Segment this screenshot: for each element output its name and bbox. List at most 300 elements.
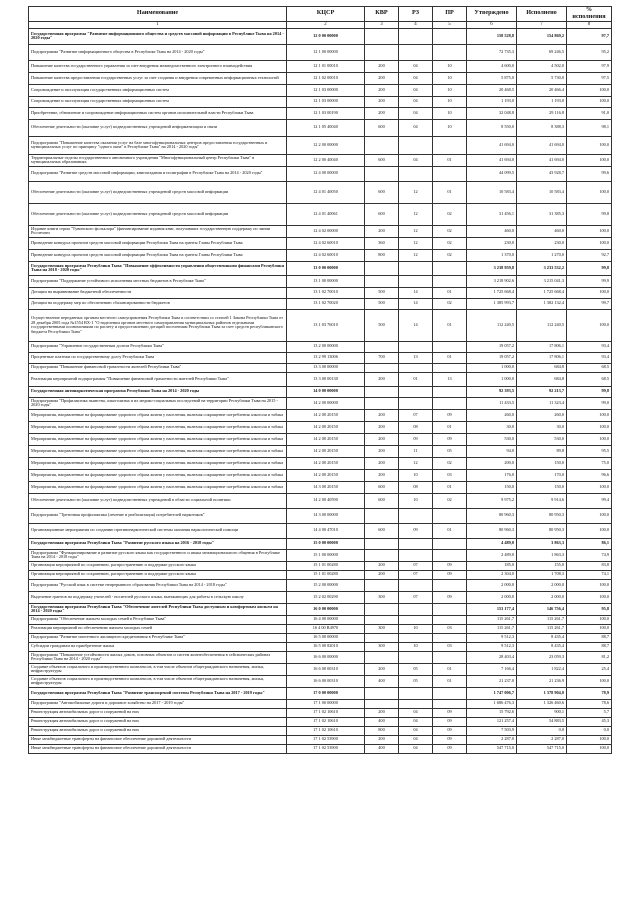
cell-name: Обеспечение деятельности (оказание услуг) подведомственных учреждений средств массовой информации [29,203,287,225]
cell-name: Государственная антинаркотическая программа Республики Тыва на 2014 - 2020 годы [29,386,287,397]
cell-approved: 1 000,0 [467,372,517,386]
table-row [29,549,612,561]
cell-approved: 4 600,0 [467,60,517,72]
cell-name: Организация мероприятий по сохранению, распространению и поддержке русского языка [29,561,287,570]
cell-pr: 10 [433,119,467,136]
cell-pr [433,275,467,287]
cell-percent: 99,7 [567,298,612,309]
cell-pr: 09 [433,433,467,445]
cell-rz [399,44,433,60]
table-row [29,363,612,372]
cell-rz [399,615,433,624]
table-row [29,591,612,603]
cell-pr [433,651,467,663]
cell-approved: 19 057,2 [467,352,517,363]
cell-approved: 15 792,6 [467,708,517,717]
cell-approved: 9 512,3 [467,642,517,651]
cell-kcsr: 15 2 00 00000 [287,579,365,591]
cell-executed: 154 869,2 [517,28,567,44]
cell-percent: 96,6 [567,469,612,481]
cell-approved: 2 000,0 [467,591,517,603]
cell-kvr: 800 [365,249,399,261]
cell-rz: 13 [399,352,433,363]
cell-name: Государственная программа Республики Тыва "Развитие транспортной системы Республики Тыва на 2017 - 2019 годы" [29,687,287,699]
cell-pr [433,687,467,699]
col-header-approved: Утверждено [467,7,517,22]
cell-approved: 530,0 [467,433,517,445]
cell-kvr: 200 [365,663,399,675]
table-row [29,72,612,84]
table-row [29,717,612,726]
cell-kvr: 200 [365,445,399,457]
cell-kcsr: 16 0 00 00000 [287,603,365,615]
cell-kvr: 600 [365,181,399,203]
cell-pr [433,341,467,352]
cell-executed: 4 502,0 [517,60,567,72]
cell-kcsr: 13 2 00 00000 [287,341,365,352]
cell-kvr: 200 [365,372,399,386]
table-row [29,28,612,44]
table-header-row [29,7,612,22]
cell-pr [433,136,467,154]
cell-kcsr: 13 1 02 70020 [287,298,365,309]
cell-kvr: 800 [365,726,399,735]
col-number: 1 [29,21,287,28]
cell-kcsr: 15 2 02 00290 [287,591,365,603]
table-row [29,523,612,538]
cell-percent: 100,0 [567,287,612,298]
cell-rz: 07 [399,561,433,570]
budget-execution-table [28,6,612,754]
cell-kcsr: 12 1 05 40040 [287,119,365,136]
cell-percent: 99,9 [567,275,612,287]
cell-kcsr: 12 1 01 00010 [287,60,365,72]
cell-percent: 97,7 [567,28,612,44]
cell-rz: 04 [399,726,433,735]
col-number: 2 [287,21,365,28]
cell-percent: 81,2 [567,651,612,663]
table-row [29,107,612,119]
cell-kvr: 200 [365,570,399,579]
cell-approved: 72 735,3 [467,44,517,60]
table-row [29,225,612,237]
table-row [29,249,612,261]
cell-kcsr: 12 0 00 00000 [287,28,365,44]
cell-percent: 86,1 [567,538,612,549]
table-row [29,675,612,687]
cell-approved: 19 057,2 [467,341,517,352]
cell-rz: 12 [399,225,433,237]
cell-pr: 01 [433,481,467,493]
cell-executed: 2 000,0 [517,591,567,603]
cell-percent: 74,9 [567,549,612,561]
cell-kcsr: 14 2 00 20150 [287,445,365,457]
table-row [29,84,612,96]
cell-rz: 05 [399,675,433,687]
cell-executed: 41 694,0 [517,136,567,154]
cell-kcsr: 17 1 02 53900 [287,744,365,753]
cell-pr: 02 [433,298,467,309]
cell-percent: 45,3 [567,717,612,726]
cell-name: Иные межбюджетные трансферты на финансовое обеспечение дорожной деятельности [29,735,287,744]
table-row [29,633,612,642]
cell-approved: 21 237,0 [467,675,517,687]
table-row [29,154,612,166]
cell-kcsr: 17 1 02 10610 [287,708,365,717]
cell-executed: 17 806,1 [517,352,567,363]
col-header-executed: Исполнено [517,7,567,22]
cell-rz [399,651,433,663]
cell-approved: 92 393,5 [467,386,517,397]
cell-kvr [365,508,399,523]
table-row [29,261,612,275]
table-row [29,708,612,717]
cell-kcsr: 13 0 00 00000 [287,261,365,275]
cell-percent: 95,5 [567,445,612,457]
cell-rz [399,687,433,699]
col-header-rz: РЗ [399,7,433,22]
cell-name: Дотации на выравнивание бюджетной обеспеченности [29,287,287,298]
cell-kcsr: 12 1 03 00000 [287,96,365,107]
cell-approved: 9 512,3 [467,633,517,642]
cell-kvr: 600 [365,523,399,538]
table-row [29,119,612,136]
cell-kvr: 600 [365,481,399,493]
cell-pr: 02 [433,493,467,508]
cell-kvr: 600 [365,493,399,508]
cell-name: Проведение конкурса проектов средств массовой информации Республики Тыва на гранты Главы Республики Тыва [29,249,287,261]
cell-name: Подпрограмма "Повышение качества оказания услуг на базе многофункциональных центров предоставления государственных и муниципальных услуг по принципу "одного окна" в Республике Тыва" на 2014 - 2020 годы" [29,136,287,154]
cell-kvr [365,633,399,642]
cell-kvr [365,397,399,409]
cell-name: Подпрограмма "Поддержание устойчивого исполнения местных бюджетов в Республике Тыва" [29,275,287,287]
budget-execution-sheet [28,6,611,754]
cell-kcsr: 16 5 00 00000 [287,633,365,642]
cell-rz: 04 [399,84,433,96]
cell-rz: 12 [399,457,433,469]
cell-kvr [365,603,399,615]
table-row [29,445,612,457]
cell-rz: 09 [399,433,433,445]
cell-pr: 01 [433,675,467,687]
cell-rz [399,579,433,591]
cell-approved: 1 747 006,7 [467,687,517,699]
cell-rz: 05 [399,663,433,675]
table-row [29,493,612,508]
cell-pr [433,603,467,615]
cell-pr: 01 [433,181,467,203]
cell-approved: 3 238 959,8 [467,261,517,275]
cell-kvr: 200 [365,60,399,72]
cell-executed: 155,0 [517,561,567,570]
cell-rz [399,166,433,181]
cell-name: Мероприятия, направленные на формирование здорового образа жизни у населения, включая сокращение потребления алкоголя и табака [29,433,287,445]
cell-rz: 10 [399,469,433,481]
cell-name: Организация мероприятий по сохранению, распространению и поддержке русского языка [29,570,287,579]
cell-kcsr: 14 2 00 40590 [287,493,365,508]
cell-kcsr: 14 2 00 00000 [287,397,365,409]
cell-name: Повышение качества государственного управления за счет внедрения межведомственного электронного взаимодействия [29,60,287,72]
cell-kcsr: 16 5 00 82010 [287,642,365,651]
cell-kvr: 200 [365,96,399,107]
cell-name: Обеспечение деятельности (оказание услуг) подведомственных учреждений информатизации и связи [29,119,287,136]
cell-kvr: 200 [365,409,399,421]
cell-name: Дотации на поддержку мер по обеспечению сбалансированности бюджетов [29,298,287,309]
cell-percent: 25,4 [567,663,612,675]
table-row [29,651,612,663]
cell-pr [433,699,467,708]
cell-rz: 09 [399,523,433,538]
col-number: 8 [567,21,612,28]
cell-kvr [365,687,399,699]
cell-rz [399,261,433,275]
cell-kvr: 400 [365,717,399,726]
cell-percent: 100,0 [567,615,612,624]
cell-approved: 1 000,0 [467,363,517,372]
cell-approved: 8 550,0 [467,119,517,136]
cell-percent: 100,0 [567,181,612,203]
table-row [29,433,612,445]
cell-kvr: 200 [365,561,399,570]
table-row [29,397,612,409]
cell-percent: 100,0 [567,579,612,591]
cell-executed: 115 261,7 [517,615,567,624]
cell-rz [399,28,433,44]
table-row [29,352,612,363]
table-row [29,642,612,651]
cell-percent: 100,0 [567,591,612,603]
cell-name: Выделение грантов на поддержку учителей - носителей русского языка, выезжающих для работы в сельскую школу [29,591,287,603]
cell-approved: 547 715,0 [467,744,517,753]
table-row [29,44,612,60]
cell-executed: 1 822,4 [517,663,567,675]
cell-pr: 09 [433,591,467,603]
cell-name: Подпрограмма "Русский язык в системе непрерывного образования Республики Тыва на 2014 - 2018 годы" [29,579,287,591]
cell-approved: 5 875,0 [467,72,517,84]
cell-name: Реализация мероприятий по обеспечению жильем молодых семей [29,624,287,633]
col-number: 6 [467,21,517,28]
cell-name: Подпрограмма "Повышение финансовой грамотности жителей Республики Тыва" [29,363,287,372]
cell-rz: 04 [399,744,433,753]
cell-rz: 04 [399,60,433,72]
cell-rz: 07 [399,570,433,579]
cell-approved: 2 000,0 [467,579,517,591]
col-number: 3 [365,21,399,28]
cell-kcsr: 15 1 01 00280 [287,561,365,570]
cell-executed: 80 950,3 [517,523,567,538]
cell-executed: 8 435,4 [517,642,567,651]
cell-percent: 74,1 [567,570,612,579]
table-row [29,136,612,154]
cell-name: Государственная программа "Развитие информационного общества и средств массовой информации в Республике Тыва на 2014 - 2020 годы" [29,28,287,44]
cell-kcsr: 12 1 02 00010 [287,72,365,84]
cell-kvr [365,363,399,372]
cell-kcsr: 16 6 00 00310 [287,663,365,675]
cell-executed: 10 583,4 [517,181,567,203]
cell-name: Государственная программа Республики Тыва "Обеспечение жителей Республики Тыва доступным и комфортным жильем на 2014 - 2020 годы" [29,603,287,615]
cell-kcsr: 13 1 02 70010 [287,287,365,298]
cell-name: Реконструкция автомобильных дорог и сооружений на них [29,708,287,717]
cell-executed: 1 378 904,0 [517,687,567,699]
cell-pr: 10 [433,96,467,107]
cell-kcsr: 15 0 00 00000 [287,538,365,549]
cell-kcsr: 14 2 00 20150 [287,433,365,445]
cell-kcsr: 14 3 00 00000 [287,508,365,523]
cell-approved: 80 960,3 [467,508,517,523]
cell-percent: 97,5 [567,72,612,84]
cell-percent: 68,5 [567,372,612,386]
cell-pr: 03 [433,469,467,481]
col-number: 4 [399,21,433,28]
cell-approved: 9 975,2 [467,493,517,508]
cell-kvr [365,261,399,275]
cell-executed: 0,0 [517,726,567,735]
cell-name: Сопровождение и эксплуатация государственных информационных систем [29,96,287,107]
cell-pr: 01 [433,421,467,433]
cell-pr [433,261,467,275]
cell-rz [399,363,433,372]
cell-approved: 230,0 [467,237,517,249]
cell-kcsr: 16 4 00 00000 [287,615,365,624]
cell-pr: 02 [433,225,467,237]
cell-executed: 29 116,8 [517,107,567,119]
cell-percent: 100,0 [567,624,612,633]
table-row [29,421,612,433]
cell-kvr: 200 [365,225,399,237]
cell-approved: 7 503,9 [467,726,517,735]
cell-executed: 260,0 [517,409,567,421]
cell-kvr: 360 [365,237,399,249]
cell-pr: 02 [433,237,467,249]
cell-kcsr: 16 4 00 R4970 [287,624,365,633]
cell-kvr: 200 [365,469,399,481]
cell-executed: 1 193,0 [517,96,567,107]
cell-rz [399,508,433,523]
cell-percent: 99,8 [567,261,612,275]
cell-pr: 03 [433,624,467,633]
cell-name: Подпрограмма "Функционирование и развитие русского языка как государственного и языка межнационального общения в Республике Тыва на 2014 - 2018 годы" [29,549,287,561]
cell-pr: 09 [433,708,467,717]
cell-percent: 100,0 [567,136,612,154]
cell-kvr: 200 [365,72,399,84]
table-row [29,538,612,549]
cell-rz: 12 [399,181,433,203]
cell-name: Подпрограмма "Управление государственным долгом Республики Тыва" [29,341,287,352]
table-row [29,508,612,523]
cell-rz [399,136,433,154]
cell-kvr: 500 [365,309,399,341]
cell-pr [433,28,467,44]
cell-name: Мероприятия, направленные на формирование здорового образа жизни у населения, включая сокращение потребления алкоголя и табака [29,481,287,493]
cell-kvr [365,615,399,624]
cell-name: Государственная программа Республики Тыва "Развитие русского языка на 2016 - 2018 годы" [29,538,287,549]
cell-executed: 112 240,5 [517,309,567,341]
cell-rz: 04 [399,154,433,166]
cell-percent: 83,8 [567,561,612,570]
cell-percent: 99,6 [567,166,612,181]
cell-approved: 30,0 [467,421,517,433]
cell-kcsr: 12 1 03 00190 [287,107,365,119]
cell-name: Издание книги серии "Тувинского фольклора" (финансирование издания книг, получивших государственную поддержку по линии Роспечати [29,225,287,237]
col-number: 7 [517,21,567,28]
cell-rz [399,603,433,615]
col-number: 5 [433,21,467,28]
cell-approved: 28 403,4 [467,651,517,663]
cell-approved: 176,0 [467,469,517,481]
cell-approved: 7 166,4 [467,663,517,675]
cell-pr: 10 [433,72,467,84]
cell-rz: 04 [399,708,433,717]
cell-percent: 88,7 [567,642,612,651]
cell-pr: 09 [433,735,467,744]
cell-kvr: 200 [365,433,399,445]
cell-executed: 150,0 [517,457,567,469]
cell-percent: 93,4 [567,341,612,352]
cell-kvr: 200 [365,457,399,469]
cell-kvr [365,699,399,708]
cell-pr: 10 [433,84,467,96]
cell-name: Мероприятия, направленные на формирование здорового образа жизни у населения, включая сокращение потребления алкоголя и табака [29,469,287,481]
cell-name: Подпрограмма "Третичная профилактика (лечение и реабилитация) потребителей наркотиков" [29,508,287,523]
cell-pr: 09 [433,717,467,726]
cell-pr: 10 [433,107,467,119]
cell-executed: 1 382 132,4 [517,298,567,309]
col-header-percent: % исполнения [567,7,612,22]
cell-executed: 92 213,7 [517,386,567,397]
cell-kvr [365,579,399,591]
cell-percent: 100,0 [567,409,612,421]
cell-kcsr: 14 2 00 20150 [287,421,365,433]
cell-pr: 01 [433,523,467,538]
cell-approved: 44 099,5 [467,166,517,181]
cell-kcsr: 13 3 00 00000 [287,363,365,372]
cell-executed: 150,0 [517,481,567,493]
cell-kcsr: 12 2 00 00000 [287,136,365,154]
cell-rz: 14 [399,309,433,341]
cell-rz [399,397,433,409]
cell-rz: 04 [399,735,433,744]
cell-kvr: 200 [365,735,399,744]
table-row [29,166,612,181]
cell-executed: 69 246,5 [517,44,567,60]
cell-percent: 100,0 [567,675,612,687]
cell-rz: 01 [399,372,433,386]
cell-name: Подпрограмма "Профилактика пьянства, алкоголизма и их медико-социальных последствий на территории Республики Тыва на 2015 - 2020 годы" [29,397,287,409]
cell-kvr: 300 [365,624,399,633]
cell-percent: 78,6 [567,699,612,708]
cell-percent: 75,0 [567,457,612,469]
cell-percent: 100,0 [567,433,612,445]
cell-kvr: 700 [365,352,399,363]
col-header-kcsr: КЦСР [287,7,365,22]
cell-percent: 100,0 [567,508,612,523]
table-row [29,409,612,421]
cell-approved: 4 489,0 [467,538,517,549]
cell-percent: 91,0 [567,107,612,119]
cell-percent: 100,0 [567,154,612,166]
cell-executed: 3 233 532,2 [517,261,567,275]
cell-executed: 9 914,6 [517,493,567,508]
cell-rz [399,341,433,352]
cell-executed: 146 756,4 [517,603,567,615]
cell-rz: 04 [399,96,433,107]
cell-percent: 100,0 [567,309,612,341]
cell-executed: 17 806,1 [517,341,567,352]
cell-kvr: 400 [365,675,399,687]
cell-pr: 09 [433,726,467,735]
cell-pr: 13 [433,372,467,386]
cell-executed: 89,8 [517,445,567,457]
